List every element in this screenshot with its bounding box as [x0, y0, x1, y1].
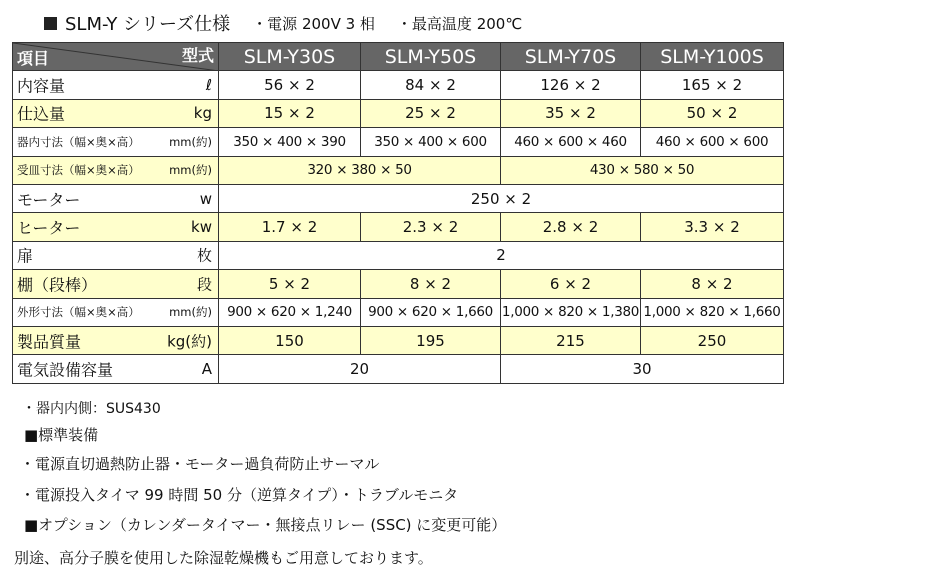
table-cell: 2.8 × 2: [501, 213, 641, 241]
table-cell: 430 × 580 × 50: [501, 156, 784, 184]
note-footer: 別途、高分子膜を使用した除湿乾燥機もご用意しております。: [14, 549, 433, 567]
row-label: 外形寸法（幅×奥×高）: [17, 305, 140, 320]
table-cell: 1,000 × 820 × 1,380: [501, 298, 641, 326]
table-cell: 900 × 620 × 1,240: [219, 298, 361, 326]
table-row: [13, 128, 784, 156]
table-row: [13, 355, 784, 383]
table-row: [13, 156, 784, 184]
table-cell: 460 × 600 × 600: [641, 128, 784, 156]
table-cell: 126 × 2: [501, 71, 641, 99]
table-row: [13, 270, 784, 298]
table-cell: 84 × 2: [361, 71, 501, 99]
row-label: 器内寸法（幅×奥×高）: [17, 134, 140, 149]
row-label-cell: [13, 184, 219, 212]
row-label: 棚（段棒）: [17, 275, 98, 295]
model-header: SLM-Y50S: [361, 43, 501, 71]
row-unit: 段: [196, 275, 212, 294]
note-option: ■オプション（カレンダータイマー・無接点リレー (SSC) に変更可能）: [24, 516, 507, 534]
row-unit: 枚: [196, 246, 212, 265]
table-cell: 5 × 2: [219, 270, 361, 298]
series-title: SLM-Y シリーズ仕様: [65, 14, 231, 35]
table-cell: 1,000 × 820 × 1,660: [641, 298, 784, 326]
row-label-cell: [13, 326, 219, 354]
row-label-cell: [13, 270, 219, 298]
table-cell: 15 × 2: [219, 99, 361, 127]
table-row: [13, 241, 784, 269]
row-label-cell: [13, 99, 219, 127]
table-row: [13, 213, 784, 241]
table-cell: 50 × 2: [641, 99, 784, 127]
row-unit: mm(約): [169, 134, 212, 149]
row-unit: A: [201, 359, 212, 378]
table-cell: 30: [501, 355, 784, 383]
table-cell: 3.3 × 2: [641, 213, 784, 241]
row-label: 受皿寸法（幅×奥×高）: [17, 163, 140, 178]
table-cell: 1.7 × 2: [219, 213, 361, 241]
row-unit: kg(約): [167, 332, 212, 351]
corner-item-label: 項目: [17, 49, 50, 69]
row-unit: kg: [193, 104, 212, 123]
row-unit: mm(約): [169, 163, 212, 178]
model-header: SLM-Y100S: [641, 43, 784, 71]
square-bullet-icon: [44, 17, 57, 30]
row-label-cell: [13, 298, 219, 326]
table-cell: 8 × 2: [641, 270, 784, 298]
note-standard-1: ・電源直切過熱防止器・モーター過負荷防止サーマル: [20, 455, 380, 473]
spec-title: [44, 8, 544, 38]
row-unit: kw: [191, 218, 212, 237]
table-cell: 25 × 2: [361, 99, 501, 127]
row-label: モーター: [17, 190, 81, 210]
row-label-cell: [13, 213, 219, 241]
spec-table: [12, 42, 784, 384]
row-label: 製品質量: [17, 332, 82, 352]
row-label: ヒーター: [17, 218, 81, 238]
table-cell: 2: [219, 241, 784, 269]
table-cell: 350 × 400 × 390: [219, 128, 361, 156]
row-label-cell: [13, 241, 219, 269]
table-cell: 2.3 × 2: [361, 213, 501, 241]
table-cell: 350 × 400 × 600: [361, 128, 501, 156]
table-row: [13, 298, 784, 326]
table-cell: 8 × 2: [361, 270, 501, 298]
table-cell: 460 × 600 × 460: [501, 128, 641, 156]
row-label: 電気設備容量: [17, 360, 114, 380]
power-spec: ・電源 200V 3 相: [252, 14, 375, 33]
table-cell: 900 × 620 × 1,660: [361, 298, 501, 326]
corner-cell: [13, 43, 219, 71]
row-label-cell: [13, 128, 219, 156]
model-header: SLM-Y30S: [219, 43, 361, 71]
model-header: SLM-Y70S: [501, 43, 641, 71]
table-row: [13, 99, 784, 127]
table-cell: 35 × 2: [501, 99, 641, 127]
table-cell: 250 × 2: [219, 184, 784, 212]
row-label: 仕込量: [17, 104, 66, 124]
table-row: [13, 326, 784, 354]
row-label-cell: [13, 71, 219, 99]
table-cell: 56 × 2: [219, 71, 361, 99]
temperature-spec: ・最高温度 200℃: [396, 14, 523, 33]
note-interior: ・器内内側：SUS430: [22, 401, 161, 417]
note-standard-2: ・電源投入タイマ 99 時間 50 分（逆算タイプ）・トラブルモニタ: [20, 486, 459, 504]
row-label: 内容量: [17, 76, 66, 96]
row-label: 扉: [17, 246, 34, 266]
table-cell: 150: [219, 326, 361, 354]
table-cell: 165 × 2: [641, 71, 784, 99]
table-header-row: [13, 43, 784, 71]
row-unit: mm(約): [169, 305, 212, 320]
table-cell: 195: [361, 326, 501, 354]
table-row: [13, 71, 784, 99]
table-cell: 215: [501, 326, 641, 354]
table-row: [13, 184, 784, 212]
row-label-cell: [13, 355, 219, 383]
table-cell: 250: [641, 326, 784, 354]
note-standard-heading: ■標準装備: [24, 426, 99, 444]
row-unit: ℓ: [205, 76, 212, 95]
corner-model-label: 型式: [181, 46, 214, 65]
row-label-cell: [13, 156, 219, 184]
table-cell: 320 × 380 × 50: [219, 156, 501, 184]
table-cell: 6 × 2: [501, 270, 641, 298]
table-cell: 20: [219, 355, 501, 383]
row-unit: w: [199, 189, 212, 208]
